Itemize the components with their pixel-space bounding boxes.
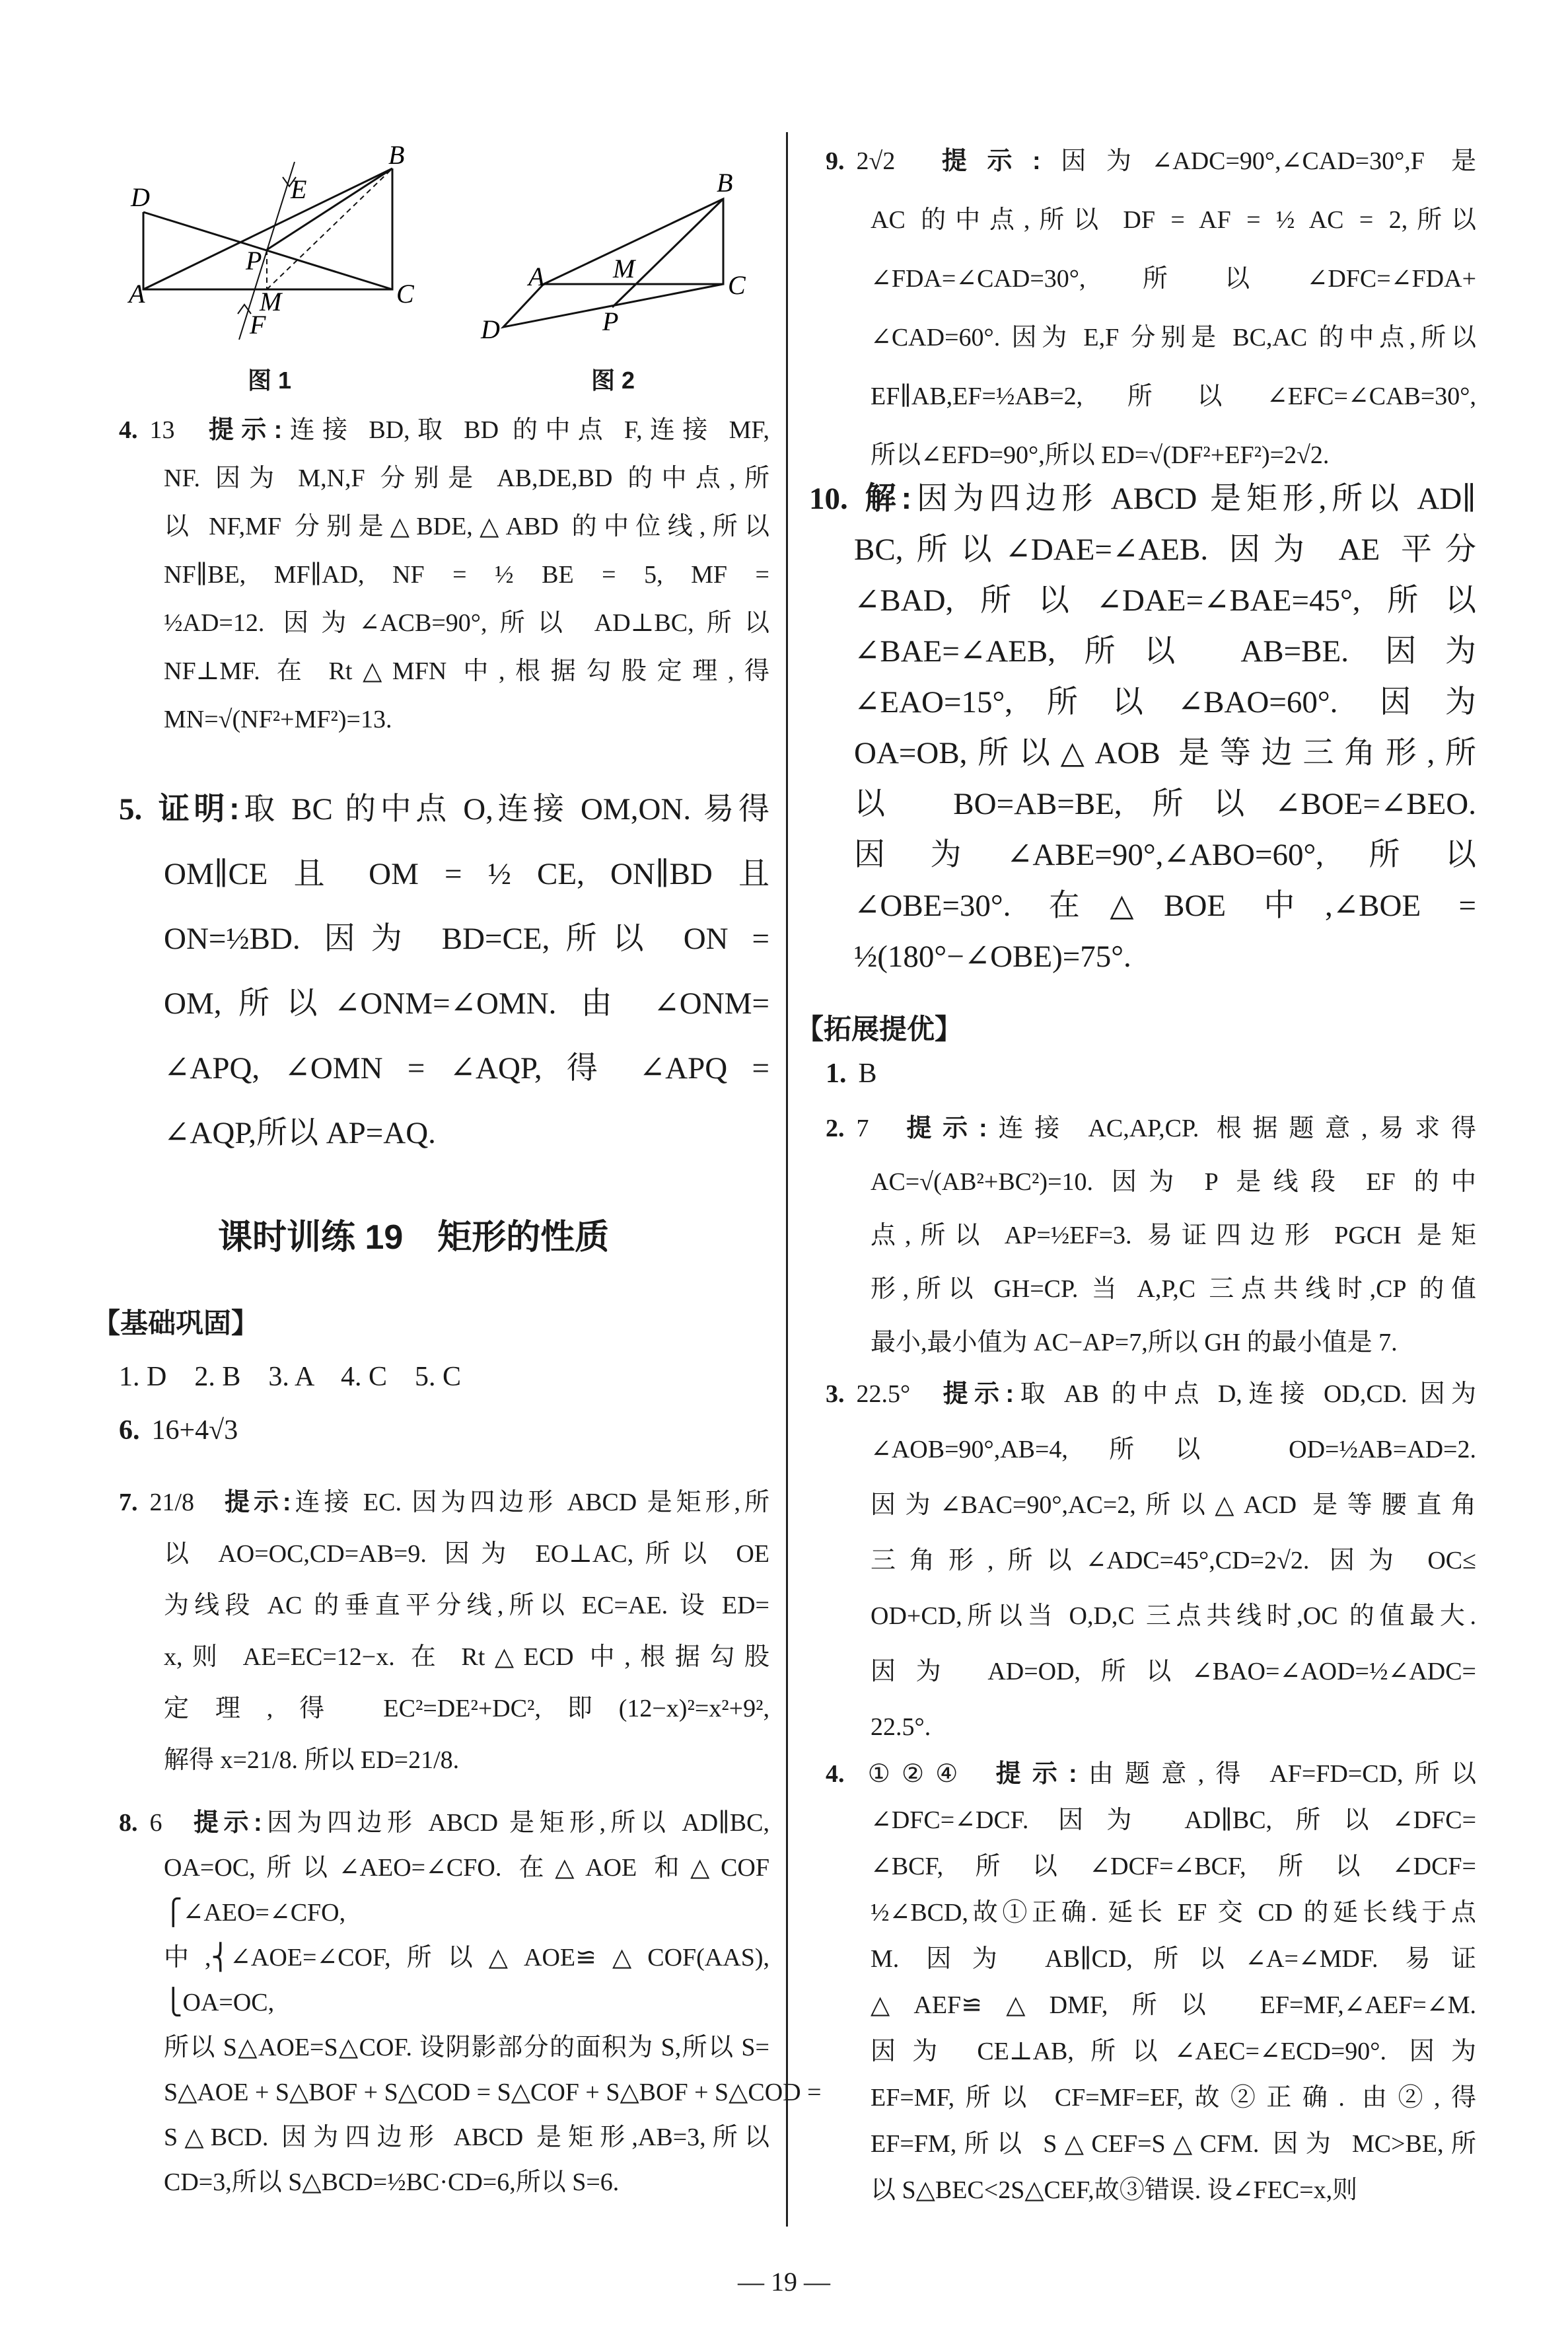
answer-line: ∠BAD,所以∠DAE=∠BAE=45°,所以 bbox=[854, 583, 1476, 618]
answer-line: ∠EAO=15°,所以∠BAO=60°. 因为 bbox=[854, 685, 1476, 720]
hint-label: 解: bbox=[859, 480, 912, 515]
answer-line: 所以 S△AOE=S△COF. 设阴影部分的面积为 S,所以 S= bbox=[164, 2034, 769, 2061]
hint-label: 提示: bbox=[221, 1489, 291, 1516]
question-number: 1. bbox=[826, 1058, 847, 1089]
subsection-basic: 【基础巩固】 bbox=[92, 1308, 260, 1339]
answer-value: 6 bbox=[149, 1809, 162, 1837]
answer-line: 点,所以 AP=½EF=3. 易证四边形 PGCH 是矩 bbox=[871, 1222, 1476, 1249]
fig1-label-f: F bbox=[250, 310, 266, 340]
hint-label: 提示: bbox=[937, 1380, 1015, 1408]
answer-4 bbox=[119, 406, 769, 744]
answer-line: x,则 AE=EC=12−x. 在 Rt△ECD 中,根据勾股 bbox=[164, 1643, 769, 1671]
answer-line bbox=[826, 1054, 904, 1093]
answer-line: ∠DFC=∠DCF. 因为 AD∥BC,所以∠DFC= bbox=[871, 1806, 1476, 1834]
answer-line: 因为 CE⊥AB,所以∠AEC=∠ECD=90°. 因为 bbox=[871, 2038, 1476, 2065]
question-number: 6. bbox=[119, 1415, 140, 1446]
fig1-label-d: D bbox=[131, 182, 150, 212]
answer-line: 22.5°. bbox=[871, 1713, 931, 1741]
extension-answer-1 bbox=[826, 1054, 904, 1093]
hint-label: 提示: bbox=[995, 1760, 1077, 1788]
answer-line: BC,所以∠DAE=∠AEB. 因为 AE 平分 bbox=[854, 533, 1476, 567]
answer-line: EF=FM,所以 S△CEF=S△CFM. 因为 MC>BE,所 bbox=[871, 2130, 1476, 2158]
answer-line: OD+CD,所以当 O,D,C 三点共线时,OC 的值最大. bbox=[871, 1602, 1476, 1630]
line-text: 取 BC 的中点 O,连接 OM,ON. 易得 bbox=[239, 792, 769, 827]
dashed-mb bbox=[267, 168, 392, 289]
answer-line: OM∥CE 且 OM = ½ CE, ON∥BD 且 bbox=[164, 857, 769, 891]
answer-value: 2√2 bbox=[856, 147, 896, 175]
answer-line bbox=[826, 132, 1476, 191]
answer-line: ⎧∠AEO=∠CFO, bbox=[164, 1899, 346, 1927]
answer-line: EF∥AB,EF=½AB=2,所以∠EFC=∠CAB=30°, bbox=[871, 383, 1476, 410]
answer-line: ∠BCF,所以∠DCF=∠BCF,所以∠DCF= bbox=[871, 1853, 1476, 1880]
answer-line: MN=√(NF²+MF²)=13. bbox=[164, 706, 392, 733]
answer-line: 以 BO=AB=BE,所以∠BOE=∠BEO. bbox=[854, 787, 1476, 821]
answer-line: 以 NF,MF 分别是△BDE,△ABD 的中位线,所以 bbox=[164, 513, 769, 540]
answer-line: ∠OBE=30°. 在△BOE 中,∠BOE = bbox=[854, 889, 1476, 923]
answer-value: 13 bbox=[149, 416, 175, 444]
answer-8 bbox=[119, 1800, 822, 2205]
answer-line: ∠AOB=90°,AB=4,所以 OD=½AB=AD=2. bbox=[871, 1436, 1476, 1463]
answer-line: NF. 因为 M,N,F 分别是 AB,DE,BD 的中点,所 bbox=[164, 464, 769, 492]
fig1-label-b: B bbox=[388, 140, 405, 170]
answer-line: 解得 x=21/8. 所以 ED=21/8. bbox=[164, 1746, 460, 1774]
line-text: 因为四边形 ABCD 是矩形,所以 AD∥ bbox=[911, 482, 1476, 516]
answer-line: 以 AO=OC,CD=AB=9. 因为 EO⊥AC,所以 OE bbox=[164, 1540, 769, 1568]
line-text: 由题意,得 AF=FD=CD,所以 bbox=[1077, 1760, 1477, 1788]
answer-line: ∠BAE=∠AEB,所以 AB=BE. 因为 bbox=[854, 634, 1476, 669]
answer-line: 所以∠EFD=90°,所以 ED=√(DF²+EF²)=2√2. bbox=[871, 441, 1330, 469]
answer-line: 为线段 AC 的垂直平分线,所以 EC=AE. 设 ED= bbox=[164, 1592, 769, 1619]
question-number: 7. bbox=[119, 1489, 138, 1516]
extension-answer-2 bbox=[826, 1102, 1476, 1370]
answer-line: 形,所以 GH=CP. 当 A,P,C 三点共线时,CP 的值 bbox=[871, 1275, 1476, 1303]
segment-bp bbox=[612, 199, 723, 307]
answer-line: ∠APQ, ∠OMN = ∠AQP, 得 ∠APQ = bbox=[164, 1051, 769, 1086]
fig2-label-b: B bbox=[717, 168, 733, 198]
fig1-label-e: E bbox=[291, 174, 307, 204]
answer-line: ½∠BCD,故①正确. 延长 EF 交 CD 的延长线于点 bbox=[871, 1899, 1476, 1927]
figure-2-caption: 图 2 bbox=[591, 367, 635, 394]
fig1-label-p: P bbox=[246, 246, 262, 276]
extension-answer-3 bbox=[826, 1366, 1476, 1755]
diagonal-ab bbox=[143, 168, 392, 289]
subsection-extension: 【拓展提优】 bbox=[796, 1014, 963, 1045]
line-text: 因为∠ADC=90°,∠CAD=30°,F 是 bbox=[1040, 147, 1477, 175]
line-text: 连接 BD,取 BD 的中点 F,连接 MF, bbox=[282, 416, 770, 444]
answer-value: 21/8 bbox=[149, 1489, 195, 1516]
hint-label: 提示: bbox=[921, 147, 1041, 175]
question-number: 9. bbox=[826, 147, 845, 175]
hint-label: 证明: bbox=[154, 791, 240, 826]
answer-line: OA=OB,所以△AOB 是等边三角形,所 bbox=[854, 736, 1476, 770]
question-number: 5. bbox=[119, 792, 143, 827]
fig1-label-m: M bbox=[260, 287, 282, 316]
answer-line: NF∥BE, MF∥AD, NF = ½ BE = 5, MF = bbox=[164, 561, 769, 589]
line-text: 连接 EC. 因为四边形 ABCD 是矩形,所 bbox=[291, 1489, 770, 1516]
fig1-label-a: A bbox=[129, 279, 145, 309]
figure-1 bbox=[0, 0, 779, 410]
answer-line bbox=[826, 1751, 1476, 1797]
extension-answer-4 bbox=[826, 1751, 1476, 2213]
section-title: 课时训练 19 矩形的性质 bbox=[218, 1218, 610, 1257]
column-divider bbox=[786, 132, 788, 2227]
answer-line: 中,⎨∠AOE=∠COF,所以△AOE≌△COF(AAS), bbox=[164, 1944, 769, 1972]
answer-line bbox=[119, 1411, 264, 1450]
answer-line: 以 S△BEC<2S△CEF,故③错误. 设∠FEC=x,则 bbox=[871, 2176, 1358, 2204]
answer-value: 16+4√3 bbox=[151, 1415, 238, 1446]
answer-line: ∠AQP,所以 AP=AQ. bbox=[164, 1116, 436, 1150]
answer-line bbox=[119, 1800, 769, 1845]
hint-label: 提示: bbox=[188, 1809, 262, 1837]
hint-label: 提示: bbox=[201, 416, 283, 444]
answer-line: NF⊥MF. 在 Rt△MFN 中,根据勾股定理,得 bbox=[164, 657, 769, 685]
question-number: 10. bbox=[809, 482, 848, 516]
answer-line: ON=½BD. 因为 BD=CE,所以 ON = bbox=[164, 922, 769, 956]
answer-line bbox=[119, 406, 769, 455]
answer-line: ∠CAD=60°. 因为 E,F 分别是 BC,AC 的中点,所以 bbox=[871, 324, 1476, 351]
answer-line: ½AD=12. 因为∠ACB=90°,所以 AD⊥BC,所以 bbox=[164, 609, 769, 637]
fig1-label-c: C bbox=[396, 279, 414, 309]
answer-value: B bbox=[858, 1058, 877, 1089]
fig2-label-d: D bbox=[481, 314, 500, 344]
answers-1-5: 1. D 2. B 3. A 4. C 5. C bbox=[119, 1362, 462, 1392]
question-number: 4. bbox=[119, 416, 138, 444]
question-number: 2. bbox=[826, 1115, 845, 1142]
answer-line: ∠FDA=∠CAD=30°,所以∠DFC=∠FDA+ bbox=[871, 265, 1476, 293]
answer-10 bbox=[809, 472, 1476, 982]
answer-line: ⎩OA=OC, bbox=[164, 1989, 275, 2016]
answer-line: 最小,最小值为 AC−AP=7,所以 GH 的最小值是 7. bbox=[871, 1329, 1398, 1356]
answer-line: EF=MF,所以 CF=MF=EF,故②正确. 由②,得 bbox=[871, 2084, 1476, 2112]
question-number: 3. bbox=[826, 1380, 845, 1408]
answer-9 bbox=[826, 132, 1476, 485]
fig2-label-a: A bbox=[528, 262, 545, 291]
page-number: — 19 — bbox=[738, 2267, 830, 2297]
answer-7 bbox=[119, 1477, 769, 1786]
answer-value: 7 bbox=[856, 1115, 869, 1142]
question-number: 4. bbox=[826, 1760, 845, 1788]
answer-line: AC=√(AB²+BC²)=10. 因为 P 是线段 EF 的中 bbox=[871, 1168, 1476, 1196]
figure-1-caption: 图 1 bbox=[248, 367, 292, 394]
answer-line: 因为∠ABE=90°,∠ABO=60°,所以 bbox=[854, 838, 1476, 872]
hint-label: 提示: bbox=[895, 1115, 987, 1142]
answer-line: △AEF≌△DMF,所以 EF=MF,∠AEF=∠M. bbox=[871, 1991, 1476, 2019]
answer-line: OM,所以∠ONM=∠OMN. 由 ∠ONM= bbox=[164, 986, 769, 1021]
answer-line: 定理,得 EC²=DE²+DC²,即(12−x)²=x²+9², bbox=[164, 1695, 769, 1722]
fig2-label-m: M bbox=[613, 254, 635, 283]
answer-line: S△AOE + S△BOF + S△COD = S△COF + S△BOF + S△COD = bbox=[164, 2079, 822, 2106]
answer-line bbox=[826, 1102, 1476, 1156]
answer-value: ①②④ bbox=[856, 1760, 970, 1788]
answer-line bbox=[119, 776, 769, 842]
answer-line bbox=[826, 1366, 1476, 1422]
fig2-label-c: C bbox=[728, 270, 746, 300]
line-text: 取 AB 的中点 D,连接 OD,CD. 因为 bbox=[1014, 1380, 1477, 1408]
diagonal-dc bbox=[143, 212, 392, 289]
answer-line bbox=[119, 1477, 769, 1528]
answer-line bbox=[809, 472, 1476, 525]
answer-line: CD=3,所以 S△BCD=½BC·CD=6,所以 S=6. bbox=[164, 2168, 620, 2196]
answer-line: S△BCD. 因为四边形 ABCD 是矩形,AB=3,所以 bbox=[164, 2123, 769, 2151]
answer-line: M. 因为 AB∥CD,所以∠A=∠MDF. 易证 bbox=[871, 1945, 1476, 1973]
line-text: 连接 AC,AP,CP. 根据题意,易求得 bbox=[987, 1115, 1476, 1142]
answer-5 bbox=[119, 776, 769, 1165]
fig2-label-p: P bbox=[602, 307, 619, 336]
answer-line: 因为 AD=OD,所以∠BAO=∠AOD=½∠ADC= bbox=[871, 1658, 1476, 1685]
answer-line: OA=OC,所以∠AEO=∠CFO. 在△AOE 和△COF bbox=[164, 1854, 769, 1882]
answer-value: 22.5° bbox=[856, 1380, 911, 1408]
question-number: 8. bbox=[119, 1809, 138, 1837]
answer-6 bbox=[119, 1411, 264, 1450]
answer-line: 因为∠BAC=90°,AC=2,所以△ACD 是等腰直角 bbox=[871, 1491, 1476, 1519]
answer-line: ½(180°−∠OBE)=75°. bbox=[854, 940, 1131, 974]
answer-line: AC 的中点,所以 DF = AF = ½ AC = 2,所以 bbox=[871, 206, 1476, 234]
answer-line: 三角形,所以∠ADC=45°,CD=2√2. 因为 OC≤ bbox=[871, 1547, 1476, 1574]
line-text: 因为四边形 ABCD 是矩形,所以 AD∥BC, bbox=[262, 1809, 769, 1837]
